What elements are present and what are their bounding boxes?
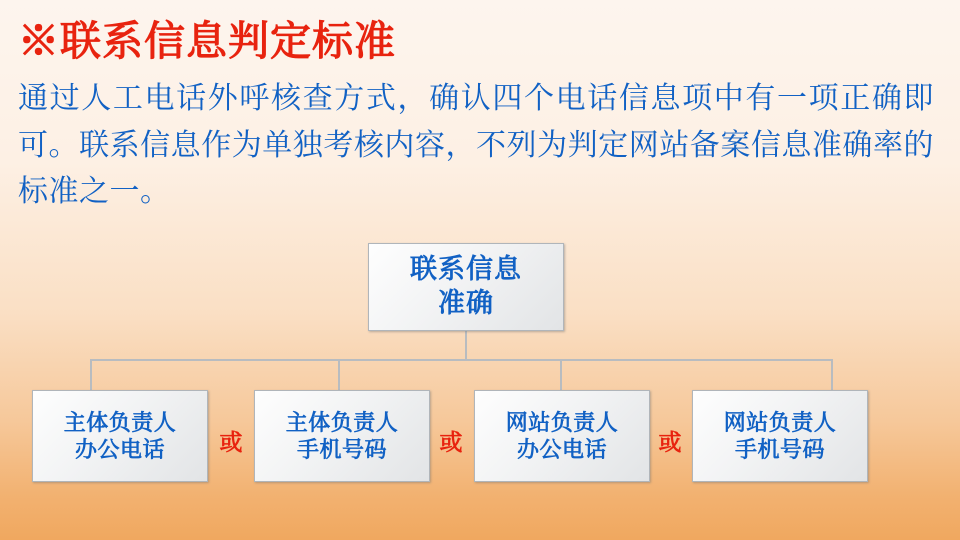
node-root-line-1: 联系信息: [410, 254, 522, 285]
page-title: ※联系信息判定标准: [18, 18, 396, 64]
node-leaf-4-line-2: 手机号码: [734, 437, 825, 462]
separator-or-3: 或: [658, 430, 682, 455]
node-leaf-4-line-1: 网站负责人: [723, 409, 837, 435]
node-root-contact-info-accurate: [368, 243, 564, 331]
body-paragraph: 通过人工电话外呼核查方式，确认四个电话信息项中有一项正确即可。联系信息作为单独考核内容，不列为判定网站备案信息准确率的标准之一。: [18, 82, 934, 208]
node-leaf-3-line-1: 网站负责人: [505, 409, 619, 435]
node-leaf-1-line-1: 主体负责人: [63, 409, 177, 435]
node-leaf-website-office-phone: [474, 390, 650, 482]
connector-drop-4: [831, 359, 833, 390]
node-leaf-1-line-2: 办公电话: [74, 437, 165, 462]
node-leaf-entity-mobile-number: [254, 390, 430, 482]
separator-or-1: 或: [219, 430, 243, 455]
node-leaf-2-line-2: 手机号码: [296, 437, 387, 462]
connector-horizontal-bus: [90, 359, 832, 361]
node-leaf-website-mobile-number: [692, 390, 868, 482]
connector-drop-3: [560, 359, 562, 390]
separator-or-2: 或: [439, 430, 463, 455]
node-leaf-3-line-2: 办公电话: [516, 437, 607, 462]
node-root-line-2: 准确: [438, 288, 494, 318]
node-leaf-2-line-1: 主体负责人: [285, 409, 399, 435]
connector-drop-1: [90, 359, 92, 390]
connector-stem: [465, 331, 467, 360]
node-leaf-entity-office-phone: [32, 390, 208, 482]
connector-drop-2: [338, 359, 340, 390]
org-chart-diagram: [0, 236, 960, 506]
